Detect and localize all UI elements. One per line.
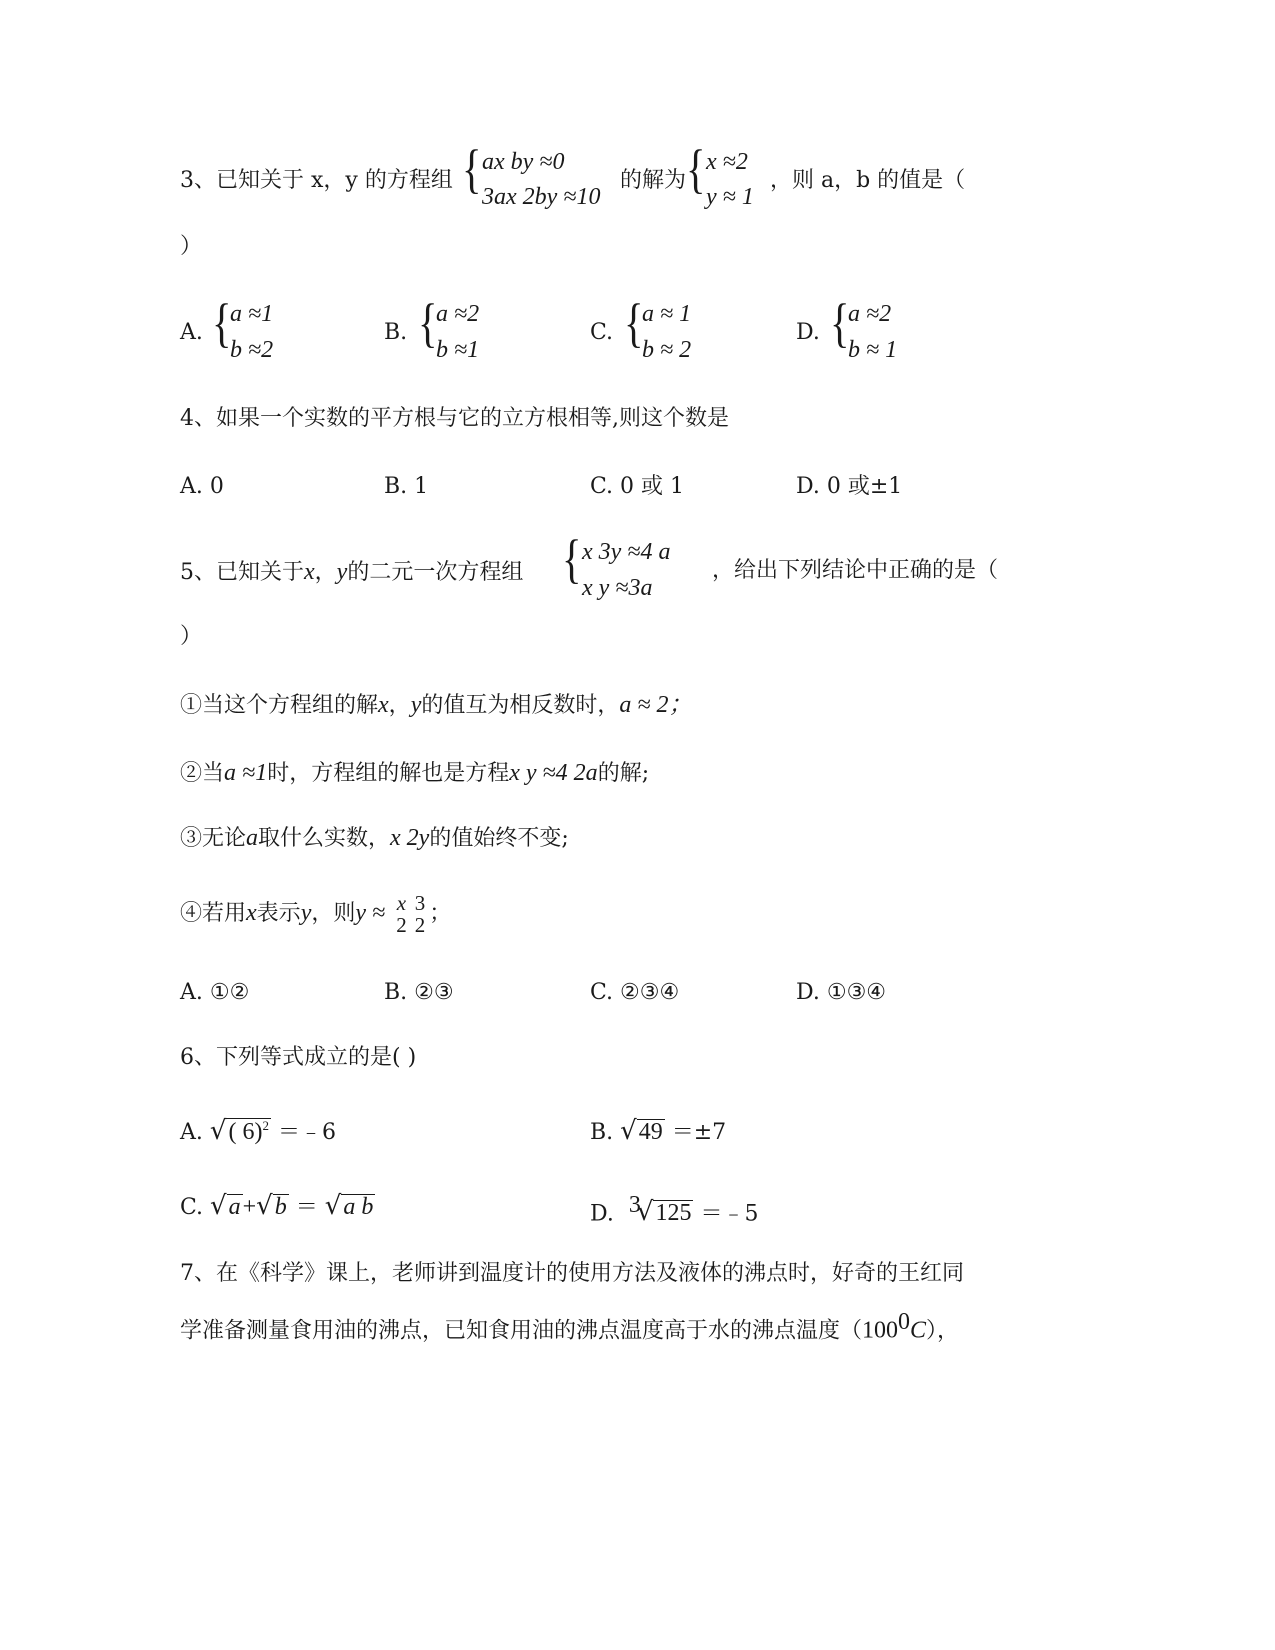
q5-tail: ，给出下列结论中正确的是（ bbox=[712, 558, 999, 583]
q5-statement-1: ①当这个方程组的解x，y的值互为相反数时，a ≈ 2； bbox=[180, 692, 693, 718]
q5-brace: { bbox=[562, 529, 582, 589]
q3-option-b-brace: { bbox=[418, 293, 438, 353]
q5-statement-3: ③无论a取什么实数，x 2y的值始终不变; bbox=[180, 825, 569, 851]
q3-option-d-r2: b ≈ 1 bbox=[848, 337, 898, 363]
q3-option-a[interactable]: A. bbox=[180, 320, 203, 345]
q5-option-c[interactable]: C. ②③④ bbox=[590, 980, 680, 1005]
q3-option-c-r2: b ≈ 2 bbox=[642, 337, 692, 363]
q3-mid: 的解为 bbox=[620, 168, 687, 193]
q3-tail: ，则 a，b 的值是（ bbox=[770, 168, 966, 193]
q6-option-c[interactable]: C. √a+√b ＝ √a b bbox=[180, 1191, 374, 1221]
q3-option-c-brace: { bbox=[624, 293, 644, 353]
q5-option-a[interactable]: A. ①② bbox=[180, 980, 250, 1005]
q3-option-b-r2: b ≈1 bbox=[436, 337, 480, 363]
q5-sys-row1: x 3y ≈4 a bbox=[582, 539, 671, 565]
q6-option-a[interactable]: A. √( 6)$^2$ ＝﹣6 bbox=[180, 1116, 336, 1146]
q6-a-radicand: ( 6)$^2$ bbox=[228, 1118, 269, 1145]
q3-option-d-brace: { bbox=[830, 293, 850, 353]
q3-option-b[interactable]: B. bbox=[384, 320, 408, 345]
q6-option-d[interactable]: D. $^3$√125 ＝﹣5 bbox=[590, 1192, 759, 1228]
q5-fraction-1: x 2 bbox=[396, 891, 407, 938]
q3-sys1-row2: 3ax 2by ≈10 bbox=[482, 184, 601, 210]
q4-option-b[interactable]: B. 1 bbox=[384, 474, 429, 499]
q3-option-a-r2: b ≈2 bbox=[230, 337, 274, 363]
q5-fraction-2: 3 2 bbox=[414, 891, 426, 938]
q3-option-a-r1: a ≈1 bbox=[230, 301, 274, 327]
q3-option-b-r1: a ≈2 bbox=[436, 301, 480, 327]
q3-brace-2: { bbox=[686, 139, 706, 199]
q5-option-b[interactable]: B. ②③ bbox=[384, 980, 454, 1005]
q5-var-x: x bbox=[304, 559, 315, 585]
q6-stem: 6、下列等式成立的是( ) bbox=[180, 1045, 417, 1070]
sqrt-icon: √ bbox=[324, 1191, 342, 1221]
q4-stem: 4、如果一个实数的平方根与它的立方根相等,则这个数是 bbox=[180, 406, 729, 431]
q4-option-c[interactable]: C. 0 或 1 bbox=[590, 474, 685, 499]
cube-root-icon: √ bbox=[636, 1197, 654, 1228]
q5-var-y: y bbox=[336, 559, 348, 585]
q3-sys1-row1: ax by ≈0 bbox=[482, 149, 565, 175]
q3-sys2-row1: x ≈2 bbox=[706, 149, 748, 175]
sqrt-icon: √ bbox=[210, 1191, 227, 1221]
sqrt-icon: √ bbox=[209, 1116, 227, 1146]
q3-sys2-row2: y ≈ 1 bbox=[706, 184, 754, 210]
q4-option-d[interactable]: D. 0 或±1 bbox=[796, 474, 903, 499]
q4-option-a[interactable]: A. 0 bbox=[180, 474, 224, 499]
q5-sys-row2: x y ≈3a bbox=[582, 575, 653, 601]
q3-brace-1: { bbox=[462, 139, 482, 199]
q3-option-d-r1: a ≈2 bbox=[848, 301, 892, 327]
q3-option-c[interactable]: C. bbox=[590, 320, 614, 345]
q3-option-c-r1: a ≈ 1 bbox=[642, 301, 692, 327]
q3-stem bbox=[180, 170, 453, 192]
q3-text: 3、已知关于 x，y 的方程组 bbox=[180, 168, 453, 193]
q3-close: ） bbox=[180, 234, 203, 259]
sqrt-icon: √ bbox=[256, 1191, 273, 1221]
q3-option-a-brace: { bbox=[212, 293, 232, 353]
q7-line-1: 7、在《科学》课上，老师讲到温度计的使用方法及液体的沸点时，好奇的王红同 bbox=[180, 1261, 964, 1286]
sqrt-icon: √ bbox=[620, 1116, 637, 1146]
q3-option-d[interactable]: D. bbox=[796, 320, 820, 345]
q5-stem: 5、已知关于x，y的二元一次方程组 bbox=[180, 559, 524, 585]
q5-close: ） bbox=[180, 624, 203, 649]
q6-option-b[interactable]: B. √49 ＝±7 bbox=[590, 1116, 727, 1146]
q5-statement-2: ②当a ≈1时，方程组的解也是方程x y ≈4 2a的解; bbox=[180, 760, 650, 786]
q5-statement-4: ④若用x表示y，则y ≈ x 2 3 2 ； bbox=[180, 891, 452, 938]
q7-line-2: 学准备测量食用油的沸点，已知食用油的沸点温度高于水的沸点温度$(100^0C)$， bbox=[180, 1309, 960, 1344]
q5-option-d[interactable]: D. ①③④ bbox=[796, 980, 887, 1005]
